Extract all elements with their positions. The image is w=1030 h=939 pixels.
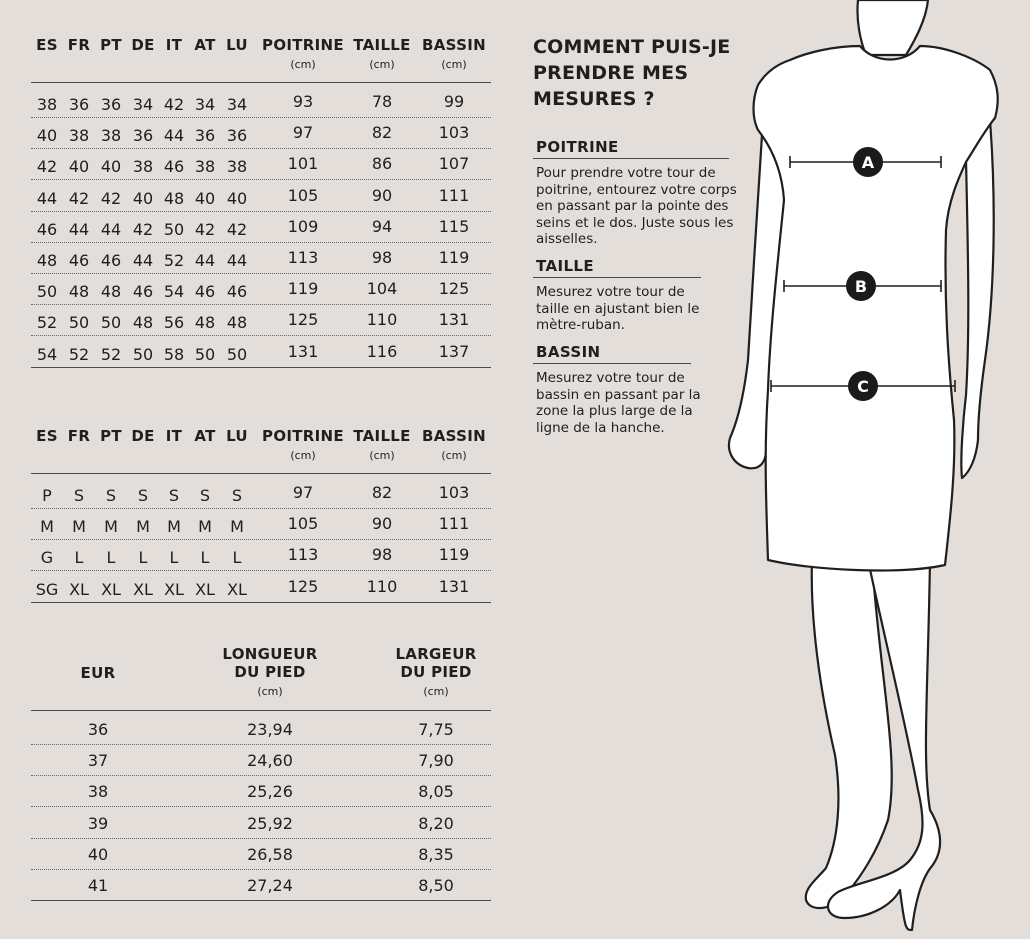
table-cell: 42 xyxy=(68,188,90,208)
table-cell: 8,35 xyxy=(418,844,454,864)
table-cell: 36 xyxy=(68,95,90,114)
section-title: POITRINE xyxy=(533,138,729,159)
table-cell: 52 xyxy=(100,344,122,364)
marker-b xyxy=(846,271,876,301)
table-cell: 42 xyxy=(163,95,185,114)
table-cell: 50 xyxy=(100,313,122,333)
row-separator xyxy=(31,869,491,870)
table-cell: 98 xyxy=(371,545,393,565)
section-bassin xyxy=(533,343,701,436)
row-separator xyxy=(31,838,491,839)
header-label: DE xyxy=(131,427,155,445)
header-label: LONGUEUR DU PIED xyxy=(222,645,318,681)
table-cell: 25,92 xyxy=(247,813,293,833)
table-cell: 48 xyxy=(36,251,58,270)
header-label: IT xyxy=(165,36,183,54)
table-cell: 93 xyxy=(292,92,314,111)
marker-a xyxy=(853,147,883,177)
header-label: POITRINE xyxy=(262,36,344,54)
table-cell: 103 xyxy=(438,123,470,143)
header-label: AT xyxy=(194,427,216,445)
table-cell: 50 xyxy=(194,344,216,364)
table-cell: 48 xyxy=(194,313,216,333)
header-label: AT xyxy=(194,36,216,54)
table-cell: SG xyxy=(35,579,59,599)
table-cell: 40 xyxy=(36,126,58,146)
table-cell: 54 xyxy=(36,344,58,364)
header-label: LU xyxy=(226,36,248,54)
table-cell: 39 xyxy=(87,813,109,833)
table-cell: 46 xyxy=(68,251,90,270)
header-label: EUR xyxy=(80,664,116,682)
measurement-guide xyxy=(533,34,748,436)
table-cell: 38 xyxy=(100,126,122,146)
table-cell: 78 xyxy=(371,92,393,111)
table-cell: 111 xyxy=(438,185,470,205)
section-title: TAILLE xyxy=(533,257,701,278)
header-unit: (cm) xyxy=(423,685,449,698)
table-cell: XL xyxy=(164,579,184,599)
table-cell: XL xyxy=(227,579,247,599)
table-row xyxy=(31,782,491,813)
table-cell: 8,50 xyxy=(418,876,454,895)
header-label: LARGEUR DU PIED xyxy=(395,645,477,681)
table-cell: M xyxy=(72,517,86,537)
column-header xyxy=(38,664,158,682)
table-cell: L xyxy=(138,548,148,568)
table-cell: L xyxy=(200,548,210,568)
table-cell: 40 xyxy=(132,188,154,208)
table-cell: 113 xyxy=(287,248,319,267)
table-cell: M xyxy=(198,517,212,537)
header-label: ES xyxy=(36,36,58,54)
table-cell: 41 xyxy=(87,876,109,895)
header-divider xyxy=(31,473,491,474)
table-cell: 107 xyxy=(438,154,470,174)
header-unit: (cm) xyxy=(369,449,395,462)
table-cell: 36 xyxy=(132,126,154,146)
table-cell: M xyxy=(230,517,244,537)
table-cell: 105 xyxy=(287,514,319,534)
right-arm-shape xyxy=(961,120,993,478)
header-label: PT xyxy=(100,36,122,54)
table-cell: L xyxy=(74,548,84,568)
table-cell: 38 xyxy=(194,157,216,177)
table-cell: 25,26 xyxy=(247,782,293,802)
table-cell: 137 xyxy=(438,341,470,361)
table-row xyxy=(31,92,491,126)
table-cell: 44 xyxy=(100,219,122,239)
table-cell: 27,24 xyxy=(247,876,293,895)
table-bottom-border xyxy=(31,602,491,603)
table-cell: 34 xyxy=(226,95,248,114)
table-cell: S xyxy=(105,486,117,505)
table-cell: 46 xyxy=(194,282,216,302)
table-cell: XL xyxy=(133,579,153,599)
table-cell: 86 xyxy=(371,154,393,174)
marker-c-label: C xyxy=(857,377,869,396)
table-cell: 50 xyxy=(36,282,58,302)
table-cell: 26,58 xyxy=(247,844,293,864)
table-cell: L xyxy=(232,548,242,568)
table-cell: 98 xyxy=(371,248,393,267)
neck-shape xyxy=(857,0,928,55)
table-cell: 119 xyxy=(438,248,470,267)
table-row xyxy=(31,751,491,782)
header-unit: (cm) xyxy=(369,58,395,71)
table-cell: 36 xyxy=(194,126,216,146)
table-cell: 40 xyxy=(226,188,248,208)
table-cell: S xyxy=(137,486,149,505)
table-cell: 50 xyxy=(132,344,154,364)
table-cell: L xyxy=(106,548,116,568)
table-cell: 50 xyxy=(68,313,90,333)
table-cell: G xyxy=(40,548,54,568)
table-cell: 116 xyxy=(366,341,398,361)
marker-c xyxy=(848,371,878,401)
section-poitrine xyxy=(533,138,737,248)
table-cell: 42 xyxy=(226,219,248,239)
table-cell: S xyxy=(73,486,85,505)
table-cell: 119 xyxy=(287,279,319,299)
table-cell: 103 xyxy=(438,483,470,502)
table-cell: 97 xyxy=(292,483,314,502)
table-cell: 48 xyxy=(68,282,90,302)
table-cell: 7,90 xyxy=(418,751,454,771)
table-cell: XL xyxy=(101,579,121,599)
table-cell: 131 xyxy=(287,341,319,361)
section-title: BASSIN xyxy=(533,343,691,364)
table-cell: 90 xyxy=(371,185,393,205)
row-separator xyxy=(31,304,491,305)
table-cell: 131 xyxy=(438,310,470,330)
table-cell: 36 xyxy=(87,720,109,739)
table-cell: 44 xyxy=(36,188,58,208)
table-bottom-border xyxy=(31,367,491,368)
table-cell: 36 xyxy=(100,95,122,114)
table-row xyxy=(31,248,491,282)
table-cell: 38 xyxy=(36,95,58,114)
table-cell: 46 xyxy=(132,282,154,302)
table-cell: 48 xyxy=(163,188,185,208)
table-cell: 44 xyxy=(194,251,216,270)
table-cell: 44 xyxy=(68,219,90,239)
table-cell: 48 xyxy=(132,313,154,333)
table-cell: 42 xyxy=(36,157,58,177)
table-cell: 125 xyxy=(287,310,319,330)
column-header xyxy=(376,645,496,701)
table-cell: 52 xyxy=(163,251,185,270)
table-cell: 40 xyxy=(100,157,122,177)
table-cell: 38 xyxy=(68,126,90,146)
table-cell: 99 xyxy=(443,92,465,111)
table-cell: 40 xyxy=(194,188,216,208)
table-row xyxy=(31,185,491,220)
row-separator xyxy=(31,570,491,571)
row-separator xyxy=(31,508,491,509)
table-cell: 115 xyxy=(438,216,470,236)
header-label: TAILLE xyxy=(353,36,411,54)
table-row xyxy=(31,279,491,313)
table-cell: 109 xyxy=(287,216,319,236)
row-separator xyxy=(31,539,491,540)
header-label: BASSIN xyxy=(422,36,486,54)
table-cell: 46 xyxy=(163,157,185,177)
table-cell: 8,20 xyxy=(418,813,454,833)
row-separator xyxy=(31,242,491,243)
header-label: DE xyxy=(131,36,155,54)
section-text: Mesurez votre tour de taille en ajustant bien le mètre-ruban. xyxy=(536,284,700,333)
table-cell: S xyxy=(199,486,211,505)
section-text: Pour prendre votre tour de poitrine, entourez votre corps en passant par la pointe des seins et le dos. Juste sous les aisselles. xyxy=(536,165,737,247)
header-label: BASSIN xyxy=(422,427,486,445)
column-header xyxy=(394,427,514,465)
table-cell: 125 xyxy=(438,279,470,299)
header-unit: (cm) xyxy=(441,449,467,462)
table-cell: 40 xyxy=(87,844,109,864)
table-cell: 125 xyxy=(287,576,319,596)
table-cell: 34 xyxy=(194,95,216,114)
column-header xyxy=(394,36,514,74)
table-cell: 101 xyxy=(287,154,319,174)
table-row xyxy=(31,814,491,845)
table-cell: 119 xyxy=(438,545,470,565)
section-taille xyxy=(533,257,701,334)
table-cell: 46 xyxy=(100,251,122,270)
header-divider xyxy=(31,710,491,711)
table-cell: 48 xyxy=(226,313,248,333)
header-unit: (cm) xyxy=(257,685,283,698)
row-separator xyxy=(31,806,491,807)
section-text: Mesurez votre tour de bassin en passant par la zone la plus large de la ligne de la hanche. xyxy=(536,370,701,436)
dress-shape xyxy=(754,46,998,570)
table-cell: 24,60 xyxy=(247,751,293,771)
table-cell: 37 xyxy=(87,751,109,771)
table-row xyxy=(31,545,491,579)
marker-a-label: A xyxy=(861,153,875,172)
table-cell: 38 xyxy=(87,782,109,802)
row-separator xyxy=(31,335,491,336)
table-cell: 105 xyxy=(287,185,319,205)
table-cell: 40 xyxy=(68,157,90,177)
marker-b-label: B xyxy=(854,277,868,296)
table-cell: 104 xyxy=(366,279,398,299)
table-cell: 97 xyxy=(292,123,314,143)
header-divider xyxy=(31,82,491,83)
table-bottom-border xyxy=(31,900,491,901)
table-cell: 48 xyxy=(100,282,122,302)
table-cell: 52 xyxy=(36,313,58,333)
table-cell: 38 xyxy=(132,157,154,177)
header-unit: (cm) xyxy=(290,449,316,462)
table-cell: 56 xyxy=(163,313,185,333)
table-row xyxy=(31,216,491,251)
guide-title: COMMENT PUIS-JE PRENDRE MES MESURES ? xyxy=(533,36,731,110)
table-cell: M xyxy=(104,517,118,537)
table-cell: 23,94 xyxy=(247,720,293,739)
table-cell: 94 xyxy=(371,216,393,236)
table-cell: M xyxy=(40,517,54,537)
table-cell: 90 xyxy=(371,514,393,534)
header-label: ES xyxy=(36,427,58,445)
header-label: FR xyxy=(67,427,91,445)
table-cell: P xyxy=(42,486,52,505)
header-label: FR xyxy=(67,36,91,54)
table-cell: 34 xyxy=(132,95,154,114)
header-label: TAILLE xyxy=(353,427,411,445)
row-separator xyxy=(31,775,491,776)
mannequin-illustration xyxy=(720,0,1030,939)
table-cell: XL xyxy=(195,579,215,599)
table-row xyxy=(31,123,491,157)
table-cell: 7,75 xyxy=(418,720,454,739)
table-cell: 42 xyxy=(100,188,122,208)
table-cell: 82 xyxy=(371,123,393,143)
table-cell: 46 xyxy=(36,219,58,239)
header-label: POITRINE xyxy=(262,427,344,445)
table-cell: S xyxy=(168,486,180,505)
table-cell: 52 xyxy=(68,344,90,364)
row-separator xyxy=(31,273,491,274)
table-cell: 42 xyxy=(194,219,216,239)
table-cell: 36 xyxy=(226,126,248,146)
table-cell: 44 xyxy=(163,126,185,146)
table-cell: 111 xyxy=(438,514,470,534)
table-cell: 82 xyxy=(371,483,393,502)
header-label: IT xyxy=(165,427,183,445)
table-row xyxy=(31,341,491,376)
row-separator xyxy=(31,179,491,180)
table-cell: 44 xyxy=(132,251,154,270)
table-row xyxy=(31,576,491,611)
table-row xyxy=(31,483,491,517)
row-separator xyxy=(31,117,491,118)
table-cell: M xyxy=(136,517,150,537)
table-cell: 38 xyxy=(226,157,248,177)
table-cell: 46 xyxy=(226,282,248,302)
column-header xyxy=(210,645,330,701)
header-unit: (cm) xyxy=(441,58,467,71)
header-label: PT xyxy=(100,427,122,445)
table-cell: 110 xyxy=(366,576,398,596)
table-cell: 58 xyxy=(163,344,185,364)
row-separator xyxy=(31,148,491,149)
table-row xyxy=(31,720,491,751)
table-cell: 50 xyxy=(163,219,185,239)
table-row xyxy=(31,310,491,344)
table-cell: 54 xyxy=(163,282,185,302)
table-cell: S xyxy=(231,486,243,505)
table-row xyxy=(31,876,491,907)
table-cell: L xyxy=(169,548,179,568)
table-cell: 8,05 xyxy=(418,782,454,802)
table-cell: XL xyxy=(69,579,89,599)
row-separator xyxy=(31,744,491,745)
table-row xyxy=(31,154,491,188)
table-cell: M xyxy=(167,517,181,537)
table-cell: 42 xyxy=(132,219,154,239)
header-unit: (cm) xyxy=(290,58,316,71)
table-cell: 50 xyxy=(226,344,248,364)
header-label: LU xyxy=(226,427,248,445)
table-cell: 44 xyxy=(226,251,248,270)
row-separator xyxy=(31,211,491,212)
table-row xyxy=(31,514,491,548)
table-cell: 113 xyxy=(287,545,319,565)
table-cell: 131 xyxy=(438,576,470,596)
table-row xyxy=(31,845,491,876)
table-cell: 110 xyxy=(366,310,398,330)
